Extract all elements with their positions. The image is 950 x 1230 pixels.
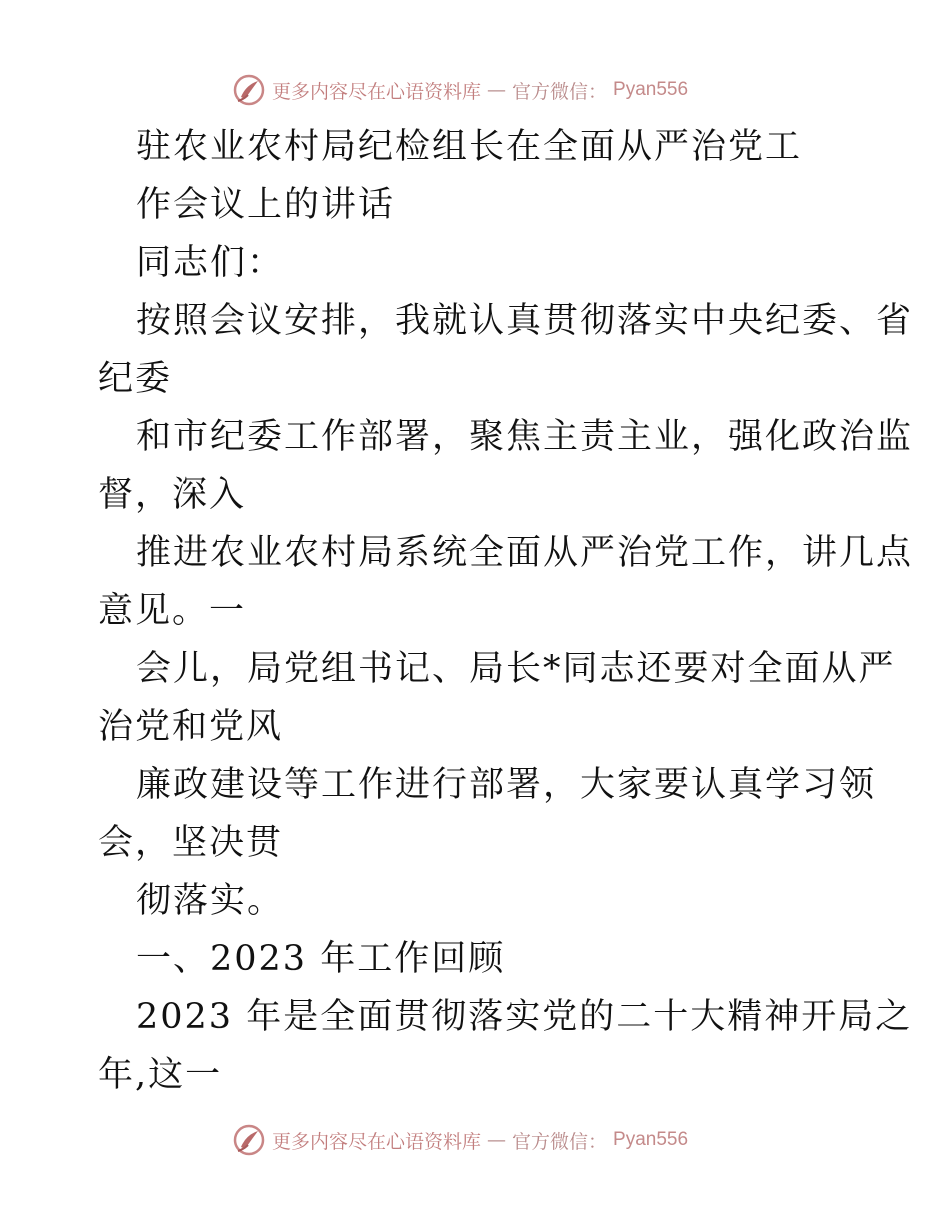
text-line: 2023 年是全面贯彻落实党的二十大精神开局之 bbox=[136, 997, 913, 1037]
text-line: 按照会议安排，我就认真贯彻落实中央纪委、省 bbox=[136, 301, 914, 341]
section-heading: 一、2023 年工作回顾 bbox=[136, 939, 506, 979]
text-line: 和市纪委工作部署，聚焦主责主业，强化政治监 bbox=[136, 417, 914, 457]
text-line: 纪委 bbox=[98, 359, 173, 399]
text-line: 意见。一 bbox=[98, 591, 247, 631]
watermark-contact-label: 官方微信： bbox=[512, 80, 608, 103]
title-line-2: 作会议上的讲话 bbox=[136, 185, 396, 225]
text-line: 治党和党风 bbox=[98, 707, 284, 747]
title-line-1: 驻农业农村局纪检组长在全面从严治党工 bbox=[136, 127, 803, 167]
watermark-contact-id: Pyan556 bbox=[613, 79, 689, 100]
footer-watermark bbox=[232, 1120, 688, 1160]
text-line: 会，坚决贯 bbox=[98, 823, 284, 863]
watermark-contact-label: 官方微信： bbox=[512, 1130, 608, 1153]
brush-logo-icon bbox=[232, 73, 266, 107]
watermark-main-text: 更多内容尽在心语资料库 bbox=[272, 80, 482, 103]
text-line: 推进农业农村局系统全面从严治党工作，讲几点 bbox=[136, 533, 914, 573]
watermark-dash: — bbox=[487, 1129, 507, 1151]
header-watermark bbox=[232, 70, 688, 110]
text-line: 督，深入 bbox=[98, 475, 247, 515]
text-line: 会儿，局党组书记、局长*同志还要对全面从严 bbox=[136, 649, 896, 689]
text-line: 廉政建设等工作进行部署，大家要认真学习领 bbox=[136, 765, 877, 805]
text-line: 年,这一 bbox=[98, 1055, 223, 1095]
salutation-line: 同志们： bbox=[136, 243, 285, 283]
watermark-contact-id: Pyan556 bbox=[613, 1129, 689, 1150]
text-line: 彻落实。 bbox=[136, 881, 285, 921]
watermark-dash: — bbox=[487, 79, 507, 101]
watermark-main-text: 更多内容尽在心语资料库 bbox=[272, 1130, 482, 1153]
document-body bbox=[98, 118, 914, 1104]
brush-logo-icon bbox=[232, 1123, 266, 1157]
